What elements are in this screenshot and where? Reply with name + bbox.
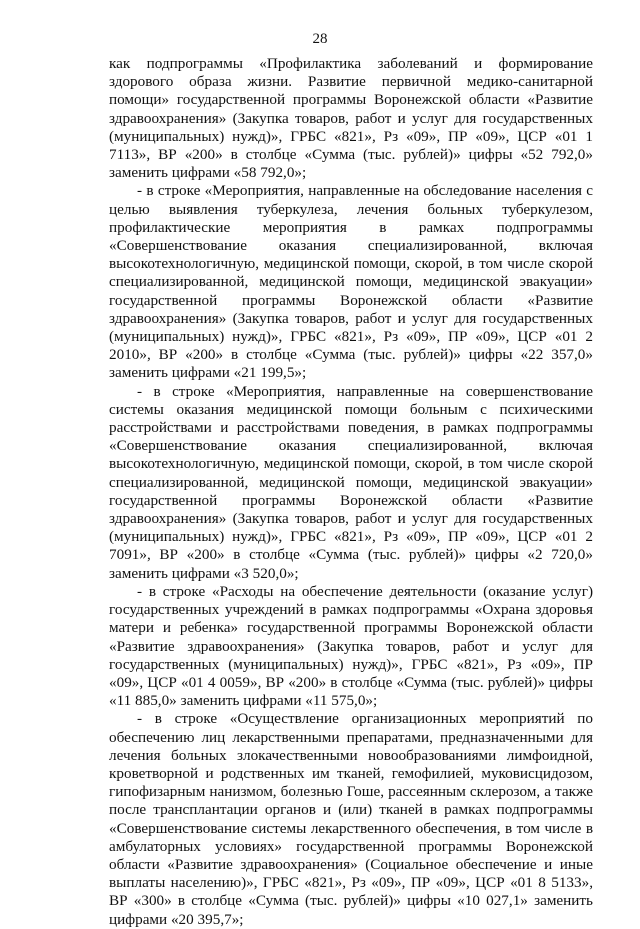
paragraph-mental-health: - в строке «Мероприятия, направленные на совершенствование системы оказания медицинской помощи больным с психическими расстройствами и расстройствами поведения, в рамках подпрограммы «Совершенствование оказания специализированной, включая высокотехнологичную, медицинской помощи, скорой, в том числе скорой специализированной, медицинской помощи, медицинской эвакуации» государственной программы Воронежской области «Развитие здравоохранения» (Закупка товаров, работ и услуг для государственных (муниципальных) нужд)», ГРБС «821», Рз «09», ПР «09», ЦСР «01 2 7091», ВР «200» в столбце «Сумма (тыс. рублей)» цифры «2 720,0» заменить цифрами «3 520,0»; — [109, 382, 593, 582]
paragraph-drug-provision: - в строке «Осуществление организационных мероприятий по обеспечению лиц лекарственными препаратами, предназначенными для лечения больных злокачественными новообразованиями лимфоидной, кроветворной и родственных им тканей, гемофилией, муковисцидозом, гипофизарным нанизмом, болезнью Гоше, рассеянным склерозом, а также после трансплантации органов и (или) тканей в рамках подпрограммы «Совершенствование системы лекарственного обеспечения, в том числе в амбулаторных условиях» государственной программы Воронежской области «Развитие здравоохранения» (Социальное обеспечение и иные выплаты населению)», ГРБС «821», Рз «09», ПР «09», ЦСР «01 8 5133», ВР «300» в столбце «Сумма (тыс. рублей)» цифры «10 027,1» заменить цифрами «20 395,7»; — [109, 710, 593, 928]
paragraph-maternal-health: - в строке «Расходы на обеспечение деятельности (оказание услуг) государственных учреждений в рамках подпрограммы «Охрана здоровья матери и ребенка» государственной программы Воронежской области «Развитие здравоохранения» (Закупка товаров, работ и услуг для государственных (муниципальных) нужд)», ГРБС «821», Рз «09», ПР «09», ЦСР «01 4 0059», ВР «200» в столбце «Сумма (тыс. рублей)» цифры «11 885,0» заменить цифрами «11 575,0»; — [109, 582, 593, 710]
page-number: 28 — [312, 31, 328, 47]
paragraph-tuberculosis: - в строке «Мероприятия, направленные на обследование населения с целью выявления туберкулеза, лечения больных туберкулезом, профилактические мероприятия в рамках подпрограммы «Совершенствование оказания специализированной, включая высокотехнологичную, медицинской помощи, скорой, в том числе скорой специализированной, медицинской помощи, медицинской эвакуации» государственной программы Воронежской области «Развитие здравоохранения» (Закупка товаров, работ и услуг для государственных (муниципальных) нужд)», ГРБС «821», Рз «09», ПР «09», ЦСР «01 2 2010», ВР «200» в столбце «Сумма (тыс. рублей)» цифры «22 357,0» заменить цифрами «21 199,5»; — [109, 182, 593, 382]
document-body — [109, 55, 593, 929]
paragraph-continuation: как подпрограммы «Профилактика заболеваний и формирование здорового образа жизни. Развитие первичной медико-санитарной помощи» государственной программы Воронежской области «Развитие здравоохранения» (Закупка товаров, работ и услуг для государственных (муниципальных) нужд)», ГРБС «821», Рз «09», ПР «09», ЦСР «01 1 7113», ВР «200» в столбце «Сумма (тыс. рублей)» цифры «52 792,0» заменить цифрами «58 792,0»; — [109, 55, 593, 182]
